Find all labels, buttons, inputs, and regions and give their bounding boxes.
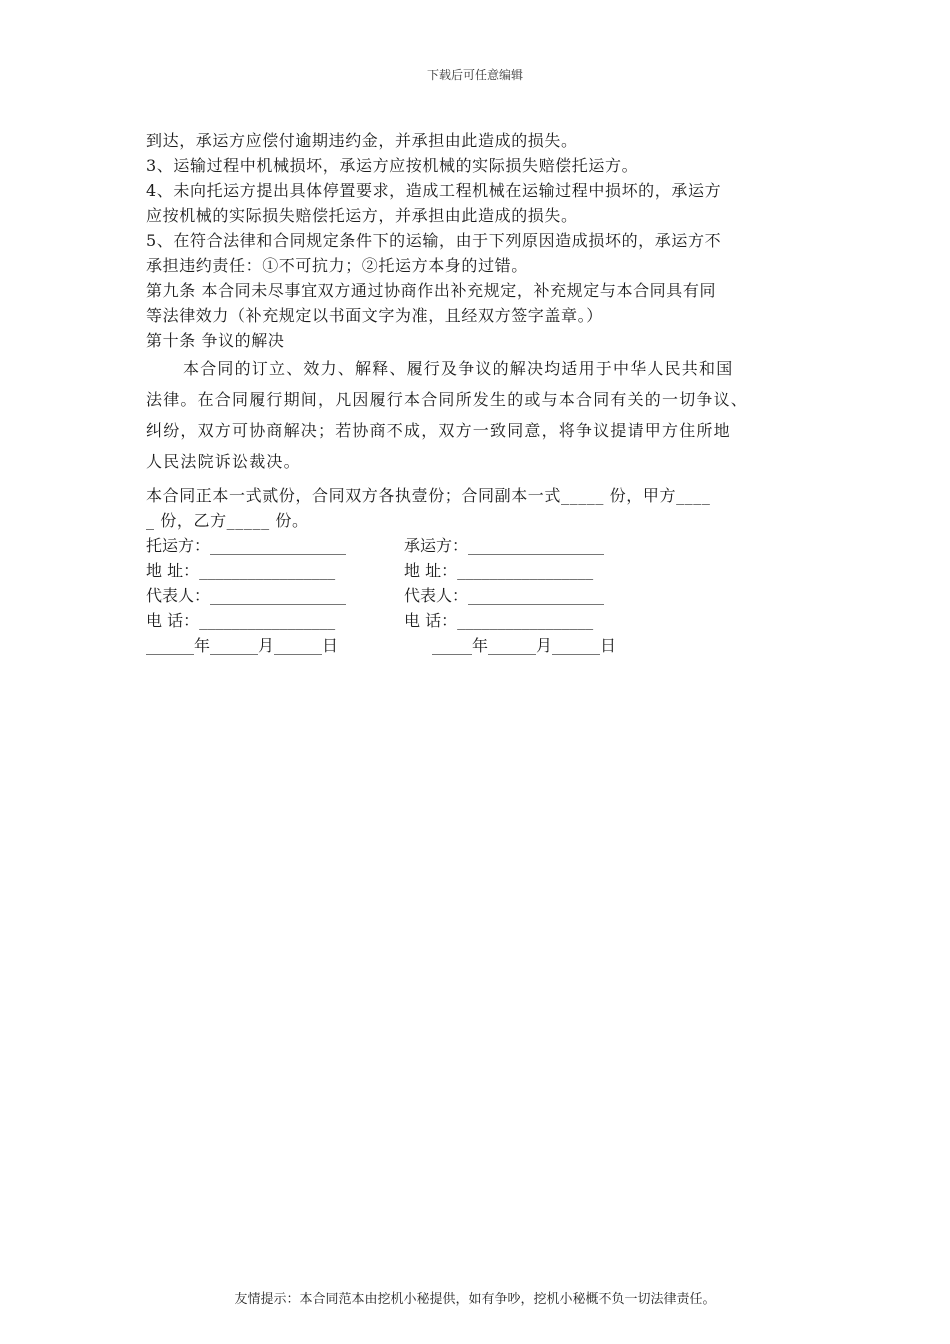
dispute-paragraph-line: 本合同的订立、效力、解释、履行及争议的解决均适用于中华人民共和国 — [183, 359, 734, 378]
page-footer-note: 友情提示：本合同范本由挖机小秘提供，如有争吵，挖机小秘概不负一切法律责任。 — [234, 1292, 716, 1307]
carrier-date-field: _____年______月______日 — [432, 636, 617, 655]
clause-line: 到达，承运方应偿付逾期违约金，并承担由此造成的损失。 — [146, 131, 578, 150]
carrier-signature-field: 承运方：_________________ — [404, 536, 605, 555]
copies-line: _ 份，乙方_____ 份。 — [146, 511, 309, 530]
carrier-phone-field: 电 话：_________________ — [404, 611, 594, 630]
contract-body — [146, 128, 818, 658]
clause-line: 3、运输过程中机械损坏，承运方应按机械的实际损失赔偿托运方。 — [146, 156, 639, 175]
dispute-paragraph-line: 法律。在合同履行期间，凡因履行本合同所发生的或与本合同有关的一切争议、 — [146, 390, 749, 409]
clause-ten-heading: 第十条 争议的解决 — [146, 331, 285, 350]
signature-row-party — [146, 533, 818, 558]
clause-line: 5、在符合法律和合同规定条件下的运输，由于下列原因造成损坏的，承运方不 — [146, 231, 722, 250]
clause-line: 应按机械的实际损失赔偿托运方，并承担由此造成的损失。 — [146, 206, 578, 225]
clause-line: 承担违约责任：①不可抗力；②托运方本身的过错。 — [146, 256, 528, 275]
dispute-paragraph-line: 纠纷，双方可协商解决；若协商不成，双方一致同意，将争议提请甲方住所地 — [146, 421, 731, 440]
shipper-signature-field: 托运方：_________________ — [146, 536, 347, 555]
shipper-representative-field: 代表人：_________________ — [146, 586, 347, 605]
signature-row-address — [146, 558, 818, 583]
clause-line: 4、未向托运方提出具体停置要求，造成工程机械在运输过程中损坏的，承运方 — [146, 181, 722, 200]
dispute-paragraph-line: 人民法院诉讼裁决。 — [146, 452, 301, 471]
shipper-phone-field: 电 话：_________________ — [146, 611, 336, 630]
signature-row-phone — [146, 608, 818, 633]
shipper-address-field: 地 址：_________________ — [146, 561, 336, 580]
carrier-representative-field: 代表人：_________________ — [404, 586, 605, 605]
carrier-address-field: 地 址：_________________ — [404, 561, 594, 580]
clause-nine-line: 等法律效力（补充规定以书面文字为准，且经双方签字盖章。） — [146, 306, 603, 325]
shipper-date-field: ______年______月______日 — [146, 636, 339, 655]
copies-line: 本合同正本一式贰份，合同双方各执壹份；合同副本一式_____ 份，甲方____ — [146, 486, 711, 505]
clause-nine-line: 第九条 本合同未尽事宜双方通过协商作出补充规定，补充规定与本合同具有同 — [146, 281, 717, 300]
signature-row-representative — [146, 583, 818, 608]
signature-row-date — [146, 633, 818, 658]
page-header-note: 下载后可任意编辑 — [426, 68, 523, 82]
